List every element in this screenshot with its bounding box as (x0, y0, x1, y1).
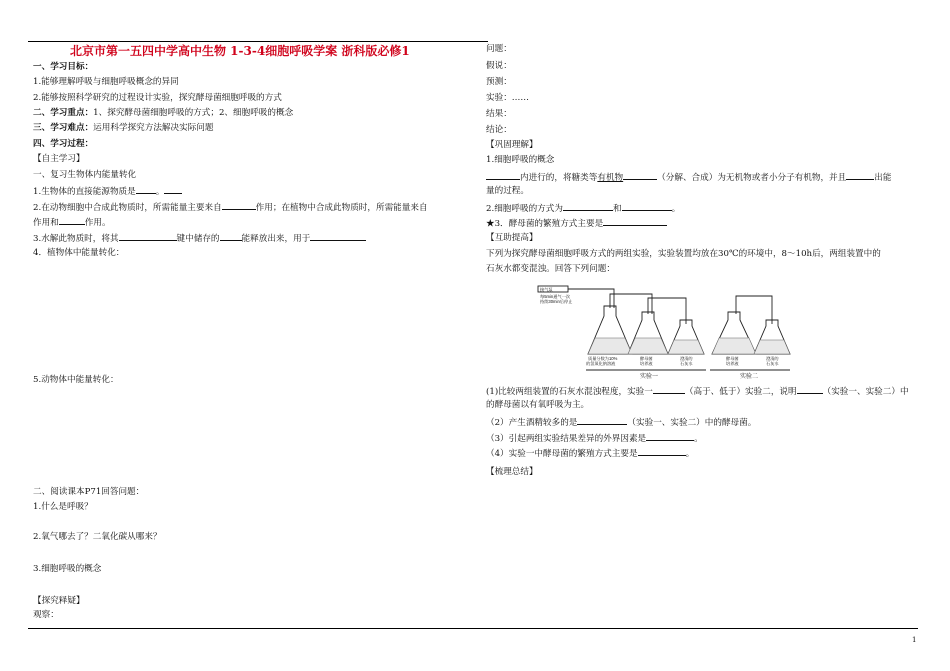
experiment-label: 实验：…… (486, 93, 529, 103)
predict-label: 预测： (486, 77, 512, 87)
flask-label: 酵母菌 (640, 356, 653, 361)
goal-2: 2.能够按照科学研究的过程设计实验，探究酵母菌细胞呼吸的方式 (33, 93, 282, 103)
blank[interactable] (59, 215, 85, 225)
read-heading: 二、阅读课本P71回答问题： (33, 487, 145, 497)
read-question-3: 3.细胞呼吸的概念 (33, 564, 102, 574)
section-goals-heading: 一、学习目标： (33, 62, 94, 72)
blank[interactable] (797, 384, 823, 394)
tube (568, 289, 614, 308)
review-heading: 一、复习生物体内能量转化 (33, 170, 137, 180)
blank[interactable] (164, 184, 182, 194)
question-label: 问题： (486, 44, 512, 54)
result-label: 结果： (486, 109, 512, 119)
blank[interactable] (638, 446, 686, 456)
observe-label: 观察： (33, 610, 59, 620)
flask-label: 石灰水 (766, 361, 779, 366)
liquid (668, 340, 704, 354)
liquid (628, 338, 668, 354)
flask-label: 石灰水 (680, 361, 693, 366)
problem-3: （3）引起两组实验结果差异的外界因素是 。 (486, 431, 703, 445)
consolidate-heading: 【巩固理解】 (486, 140, 538, 150)
blank[interactable] (653, 384, 685, 394)
experiment-apparatus-diagram (536, 284, 791, 380)
question-2: 2.在动物细胞中合成此物质时，所需能量主要来自 作用；在植物中合成此物质时，所需能量来自 (33, 200, 428, 214)
read-question-2: 2.氧气哪去了？二氧化碳从哪来？ (33, 532, 162, 542)
read-question-1: 1.什么是呼吸？ (33, 502, 93, 512)
liquid (754, 340, 790, 354)
blank[interactable] (846, 170, 874, 180)
experiment-2-label: 实验二 (740, 374, 759, 380)
flask-label: 质量分数为10% (588, 356, 618, 361)
question-1: 1.生物体的直接能源物质是 。 (33, 184, 182, 198)
summary-heading: 【梳理总结】 (486, 467, 538, 477)
liquid (588, 338, 632, 354)
blank[interactable] (220, 231, 242, 241)
blank[interactable] (563, 201, 613, 211)
self-study-heading: 【自主学习】 (33, 154, 85, 164)
blank[interactable] (310, 231, 366, 241)
help-intro-1: 下列为探究酵母菌细胞呼吸方式的两组实验，实验装置均放在30℃的环境中，8～10h后，两组装置中的 (486, 249, 881, 259)
consolidate-1-end: 量的过程。 (486, 186, 529, 196)
blank[interactable] (622, 201, 672, 211)
goal-1: 1.能够理解呼吸与细胞呼吸概念的异同 (33, 77, 179, 87)
key-points: 二、学习重点：1、探究酵母菌细胞呼吸的方式；2、细胞呼吸的概念 (33, 108, 294, 118)
blank[interactable] (222, 200, 256, 210)
question-5: 5.动物体中能量转化： (33, 375, 119, 385)
difficult-points: 三、学习难点：运用科学探究方法解决实际问题 (33, 123, 214, 133)
blank[interactable] (603, 216, 667, 226)
flask-label: 酵母菌 (726, 356, 739, 361)
flask-label: 培养液 (726, 361, 739, 366)
page-number: 1 (912, 636, 917, 644)
blank[interactable] (136, 184, 156, 194)
experiment-1-label: 实验一 (640, 374, 659, 380)
consolidate-1: 1.细胞呼吸的概念 (486, 155, 555, 165)
pump-note-2: 持续30min后停止 (540, 299, 573, 304)
help-intro-2: 石灰水都变混浊。回答下列问题： (486, 264, 615, 274)
consolidate-2: 2.细胞呼吸的方式为 和 。 (486, 201, 680, 215)
pump-note-1: 每5min通气一次 (540, 294, 571, 299)
pump-label: 接气泵 (540, 287, 553, 292)
liquid (712, 338, 756, 354)
question-2-cont: 作用和 作用。 (33, 215, 111, 229)
footer-rule (28, 628, 918, 629)
flask-label: 澄清的 (680, 356, 693, 361)
question-3: 3.水解此物质时，将其 键中储存的 能释放出来，用于 (33, 231, 366, 245)
blank[interactable] (646, 431, 694, 441)
blank[interactable] (486, 170, 520, 180)
flask-label: 培养液 (640, 361, 653, 366)
conclusion-label: 结论： (486, 125, 512, 135)
flask-label: 的氢氧化钠溶液 (586, 361, 616, 366)
help-heading: 【互助提高】 (486, 233, 538, 243)
question-4: 4．植物体中能量转化： (33, 248, 125, 258)
hypothesis-label: 假说： (486, 61, 512, 71)
blank[interactable] (623, 170, 657, 180)
problem-1: (1)比较两组装置的石灰水混浊程度，实验一 （高于、低于）实验二，说明 （实验一、实验二）中 (486, 384, 909, 398)
consolidate-3: ★3．酵母菌的繁殖方式主要是 (486, 216, 667, 230)
explore-heading: 【探究释疑】 (33, 596, 85, 606)
section-process-heading: 四、学习过程： (33, 139, 94, 149)
problem-2: （2）产生酒精较多的是 （实验一、实验二）中的酵母菌。 (486, 415, 756, 429)
document-title: 北京市第一五四中学高中生物 1-3-4细胞呼吸学案 浙科版必修1 (70, 44, 410, 58)
blank[interactable] (577, 415, 627, 425)
flask-label: 澄清的 (766, 356, 779, 361)
problem-1-cont: 的酵母菌以有氧呼吸为主。 (486, 400, 590, 410)
blank[interactable] (119, 231, 177, 241)
problem-4: （4）实验一中酵母菌的繁殖方式主要是 。 (486, 446, 694, 460)
consolidate-1-line: 内进行的，将糖类等有机物 （分解、合成）为无机物或者小分子有机物，并且 出能 (486, 170, 891, 184)
